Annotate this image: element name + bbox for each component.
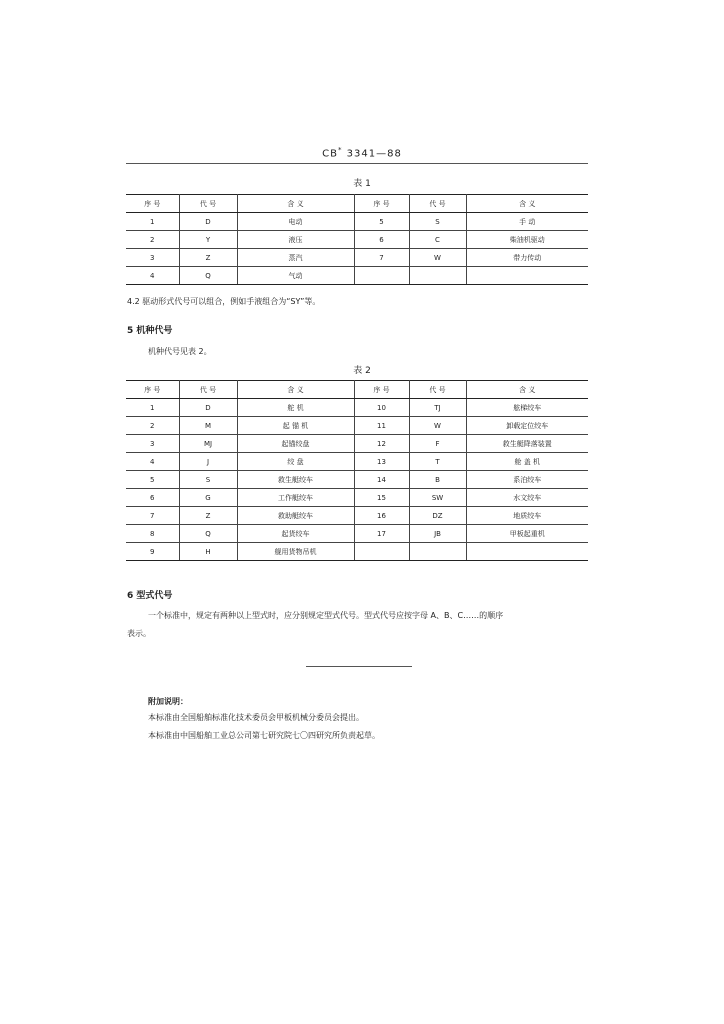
table-cell: 舷梯绞车 xyxy=(466,399,588,417)
table-cell: C xyxy=(409,231,466,249)
table-cell: 3 xyxy=(126,249,179,267)
table-cell: H xyxy=(179,543,237,561)
table1-col-header: 含 义 xyxy=(466,195,588,213)
table2-col-header: 含 义 xyxy=(237,381,354,399)
table-cell: 带力传动 xyxy=(466,249,588,267)
table-row xyxy=(126,471,588,489)
table-cell: 1 xyxy=(126,399,179,417)
table-cell: 12 xyxy=(354,435,409,453)
table-cell: SW xyxy=(409,489,466,507)
table2-header-row xyxy=(126,381,588,399)
table-cell: 6 xyxy=(354,231,409,249)
table1-col-header: 序 号 xyxy=(126,195,179,213)
table1-col-header: 序 号 xyxy=(354,195,409,213)
table-cell: G xyxy=(179,489,237,507)
table-cell: 3 xyxy=(126,435,179,453)
table-cell: T xyxy=(409,453,466,471)
table-cell: S xyxy=(409,213,466,231)
table-cell: W xyxy=(409,249,466,267)
table2-col-header: 含 义 xyxy=(466,381,588,399)
table-cell: 气动 xyxy=(237,267,354,285)
section-6-text-line1: 一个标准中，规定有两种以上型式时，应分别规定型式代号。型式代号应按字母 A、B、C……的顺序 xyxy=(148,611,504,620)
standard-sup: * xyxy=(337,146,343,154)
section-6-text-line2: 表示。 xyxy=(127,629,151,638)
table-cell: Y xyxy=(179,231,237,249)
end-rule xyxy=(306,666,412,667)
table-cell: 16 xyxy=(354,507,409,525)
table-cell: 8 xyxy=(126,525,179,543)
table-cell: 5 xyxy=(126,471,179,489)
table-cell: 14 xyxy=(354,471,409,489)
table-cell: 7 xyxy=(354,249,409,267)
table-cell: 17 xyxy=(354,525,409,543)
table2 xyxy=(126,380,588,561)
table-cell xyxy=(354,543,409,561)
table-cell xyxy=(409,267,466,285)
section-5-text: 机种代号见表 2。 xyxy=(148,347,212,356)
table-cell: Z xyxy=(179,507,237,525)
table-row xyxy=(126,231,588,249)
table1-header-row xyxy=(126,195,588,213)
table-cell: D xyxy=(179,399,237,417)
table-cell: 救生艇绞车 xyxy=(237,471,354,489)
table-cell: 液压 xyxy=(237,231,354,249)
table-cell: 舱 盖 机 xyxy=(466,453,588,471)
table-cell: 救生艇降落装置 xyxy=(466,435,588,453)
section-5-heading: 5 机种代号 xyxy=(127,326,173,336)
table-cell: Q xyxy=(179,525,237,543)
table-row xyxy=(126,435,588,453)
page-header xyxy=(0,146,724,159)
table-cell: 甲板起重机 xyxy=(466,525,588,543)
table-cell: F xyxy=(409,435,466,453)
standard-prefix: CB xyxy=(322,148,338,160)
table-cell: 起货绞车 xyxy=(237,525,354,543)
table-cell: D xyxy=(179,213,237,231)
table-cell: 2 xyxy=(126,231,179,249)
table2-col-header: 序 号 xyxy=(354,381,409,399)
table-cell: DZ xyxy=(409,507,466,525)
table-cell xyxy=(466,543,588,561)
table1 xyxy=(126,194,588,285)
table1-col-header: 代 号 xyxy=(409,195,466,213)
table-cell: M xyxy=(179,417,237,435)
table2-col-header: 序 号 xyxy=(126,381,179,399)
table-cell: 5 xyxy=(354,213,409,231)
table1-col-header: 代 号 xyxy=(179,195,237,213)
table-row xyxy=(126,507,588,525)
table-row xyxy=(126,267,588,285)
table1-col-header: 含 义 xyxy=(237,195,354,213)
clause-4-2: 4.2 驱动形式代号可以组合，例如手液组合为“SY”等。 xyxy=(127,297,321,306)
table-row xyxy=(126,489,588,507)
table-cell: 起 锚 机 xyxy=(237,417,354,435)
table-cell: 工作艇绞车 xyxy=(237,489,354,507)
table-cell xyxy=(409,543,466,561)
table-cell: 15 xyxy=(354,489,409,507)
table2-col-header: 代 号 xyxy=(179,381,237,399)
notes-title: 附加说明： xyxy=(148,697,188,706)
table-cell: 4 xyxy=(126,267,179,285)
table-row xyxy=(126,213,588,231)
table-cell: Q xyxy=(179,267,237,285)
table-cell: 蒸汽 xyxy=(237,249,354,267)
table-cell: 卸载定位绞车 xyxy=(466,417,588,435)
table-cell: Z xyxy=(179,249,237,267)
table2-col-header: 代 号 xyxy=(409,381,466,399)
table-cell: J xyxy=(179,453,237,471)
table-row xyxy=(126,525,588,543)
table-cell: 6 xyxy=(126,489,179,507)
table-cell: TJ xyxy=(409,399,466,417)
header-rule xyxy=(126,163,588,164)
table-row xyxy=(126,417,588,435)
table-cell: 水文绞车 xyxy=(466,489,588,507)
table-cell: B xyxy=(409,471,466,489)
table-cell: 舵 机 xyxy=(237,399,354,417)
table-cell xyxy=(354,267,409,285)
table-cell: 柴油机驱动 xyxy=(466,231,588,249)
table-cell: 救助艇绞车 xyxy=(237,507,354,525)
table-cell: 4 xyxy=(126,453,179,471)
table1-caption: 表 1 xyxy=(353,179,371,189)
table-cell: 13 xyxy=(354,453,409,471)
table-cell: 7 xyxy=(126,507,179,525)
table-cell: S xyxy=(179,471,237,489)
table-cell: 地质绞车 xyxy=(466,507,588,525)
table-cell: 系泊绞车 xyxy=(466,471,588,489)
table-cell: 9 xyxy=(126,543,179,561)
table-cell: 11 xyxy=(354,417,409,435)
notes-line1: 本标准由全国船舶标准化技术委员会甲板机械分委员会提出。 xyxy=(148,713,364,722)
table-cell: 2 xyxy=(126,417,179,435)
table-cell: 1 xyxy=(126,213,179,231)
table-cell: 10 xyxy=(354,399,409,417)
table-row xyxy=(126,453,588,471)
table-cell: 舰用货物吊机 xyxy=(237,543,354,561)
table-row xyxy=(126,543,588,561)
table-cell: 手 动 xyxy=(466,213,588,231)
table2-caption: 表 2 xyxy=(353,366,371,376)
table-cell: 绞 盘 xyxy=(237,453,354,471)
table-cell: JB xyxy=(409,525,466,543)
table-cell: W xyxy=(409,417,466,435)
table-row xyxy=(126,399,588,417)
notes-line2: 本标准由中国船舶工业总公司第七研究院七〇四研究所负责起草。 xyxy=(148,731,380,740)
table-cell: 起锚绞盘 xyxy=(237,435,354,453)
standard-number: 3341—88 xyxy=(346,148,402,160)
table-cell: 电动 xyxy=(237,213,354,231)
section-6-heading: 6 型式代号 xyxy=(127,591,173,601)
table-cell: MJ xyxy=(179,435,237,453)
table-cell xyxy=(466,267,588,285)
table-row xyxy=(126,249,588,267)
